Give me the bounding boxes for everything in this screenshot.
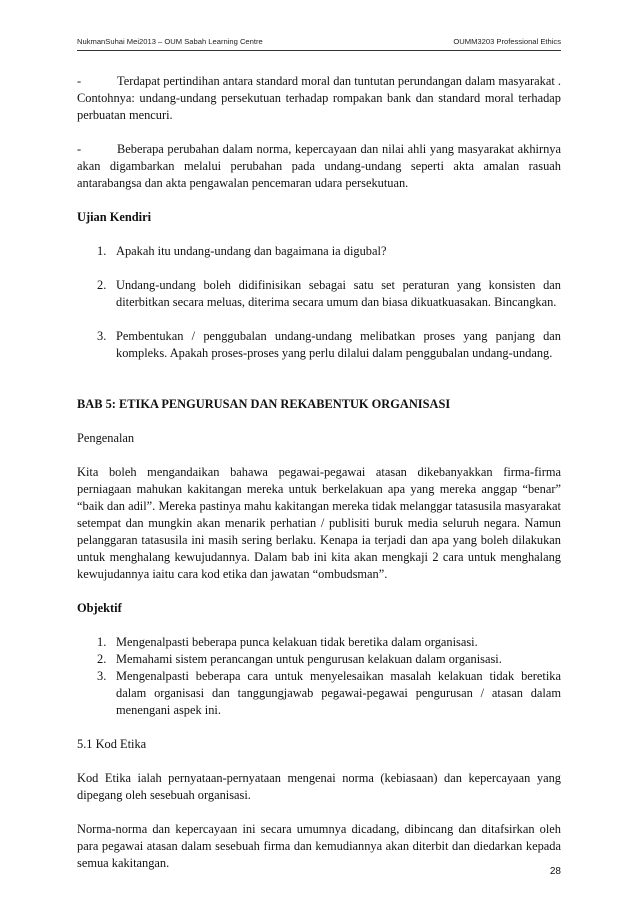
kod-etika-paragraph-1: Kod Etika ialah pernyataan-pernyataan mengenai norma (kebiasaan) dan kepercayaan yang dipegang oleh sesebuah organisasi. [77, 771, 561, 802]
item-text: Apakah itu undang-undang dan bagaimana ia digubal? [116, 244, 387, 258]
intro-bullet-2 [77, 141, 561, 192]
item-text: Mengenalpasti beberapa punca kelakuan tidak beretika dalam organisasi. [116, 635, 478, 649]
objektif-list [77, 634, 561, 719]
intro-bullet-text: Terdapat pertindihan antara standard moral dan tuntutan perundangan dalam masyarakat . Contohnya: undang-undang persekutuan terhadap rompakan bank dan standard moral terhadap perbuatan mencuri. [77, 74, 561, 122]
list-item [77, 634, 561, 651]
item-number: 3. [97, 669, 107, 683]
list-item [77, 328, 561, 362]
page-content [77, 73, 561, 889]
pengenalan-label: Pengenalan [77, 431, 135, 445]
intro-bullet-text: Beberapa perubahan dalam norma, kepercayaan dan nilai ahli yang masyarakat akhirnya akan digambarkan melalui perubahan pada undang-undang seperti akta amalan rasuah antarabangsa dan akta pengawalan pencemaran udara persekutuan. [77, 142, 561, 190]
section-heading-kod-etika: 5.1 Kod Etika [77, 737, 147, 751]
list-item [77, 668, 561, 719]
item-text: Mengenalpasti beberapa cara untuk menyelesaikan masalah kelakuan tidak beretika dalam organisasi dan tanggungjawab pegawai-pegawai pengurusan / atasan dalam menengani aspek ini. [116, 669, 561, 717]
pengenalan-paragraph: Kita boleh mengandaikan bahawa pegawai-pegawai atasan dikebanyakkan firma-firma perniagaan mahukan kakitangan mereka untuk berkelakuan apa yang mereka anggap “benar” “baik dan adil”. Mereka pastinya mahu kakitangan mereka tidak melanggar tatasusila masyarakat setempat dan mungkin akan menarik perhatian / publisiti buruk media seluruh negara. Namun pelanggaran tatasusila ini masih sering berlaku. Kenapa ia terjadi dan apa yang boleh dilakukan untuk menghalang kewujudannya. Dalam bab ini kita akan mengkaji 2 cara untuk menghalang kewujudannya iaitu cara kod etika dan jawatan “ombudsman”. [77, 465, 561, 581]
list-item [77, 277, 561, 311]
chapter-heading: BAB 5: ETIKA PENGURUSAN DAN REKABENTUK ORGANISASI [77, 397, 451, 411]
header-right: OUMM3203 Professional Ethics [453, 37, 561, 46]
ujian-kendiri-heading: Ujian Kendiri [77, 210, 152, 224]
header-rule [77, 50, 561, 51]
ujian-kendiri-list [77, 243, 561, 362]
item-text: Pembentukan / penggubalan undang-undang melibatkan proses yang panjang dan kompleks. Apakah proses-proses yang perlu dilalui dalam penggubalan undang-undang. [116, 329, 561, 360]
item-number: 2. [97, 652, 107, 666]
item-number: 1. [97, 635, 107, 649]
kod-etika-paragraph-2: Norma-norma dan kepercayaan ini secara umumnya dicadang, dibincang dan ditafsirkan oleh para pegawai atasan dalam sesebuah firma dan kemudiannya akan diterbit dan diedarkan kepada semua kakitangan. [77, 822, 561, 870]
item-number: 2. [97, 278, 107, 292]
page-number: 28 [549, 866, 561, 877]
item-number: 3. [97, 329, 107, 343]
running-header [77, 37, 561, 46]
item-text: Memahami sistem perancangan untuk pengurusan kelakuan dalam organisasi. [116, 652, 502, 666]
list-item [77, 243, 561, 260]
header-left: NukmanSuhai Mei2013 – OUM Sabah Learning Centre [77, 37, 263, 46]
intro-bullet-1 [77, 73, 561, 124]
bullet-marker: - [77, 74, 82, 88]
list-item [77, 651, 561, 668]
bullet-marker: - [77, 142, 82, 156]
item-text: Undang-undang boleh didifinisikan sebagai satu set peraturan yang konsisten dan diterbitkan secara meluas, diterima secara umum dan biasa dikuatkuasakan. Bincangkan. [116, 278, 561, 309]
objektif-heading: Objektif [77, 601, 122, 615]
section-gap [77, 379, 561, 396]
item-number: 1. [97, 244, 107, 258]
